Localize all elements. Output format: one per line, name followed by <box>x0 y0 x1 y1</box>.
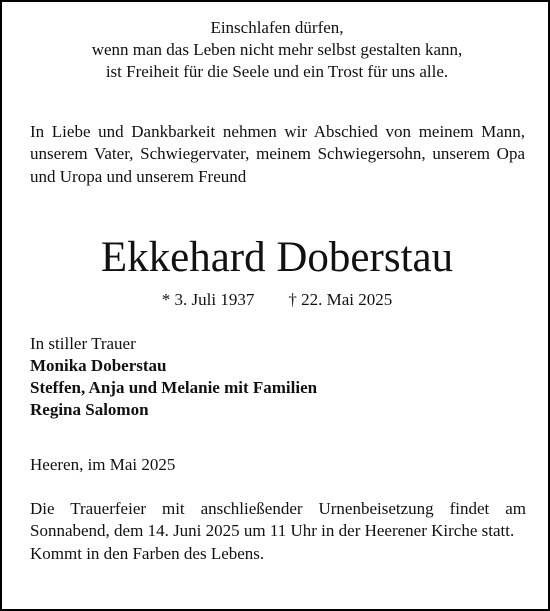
verse-line-1: Einschlafen dürfen, <box>210 18 344 37</box>
deceased-name: Ekkehard Doberstau <box>100 234 454 281</box>
ceremony-info <box>30 498 526 565</box>
mourners <box>30 333 525 421</box>
farewell-text: In Liebe und Dankbarkeit nehmen wir Abschied von meinem Mann, unserem Vater, Schwiegervater, meinem Schwiegersohn, unserem Opa und Uropa und unserem Freund <box>30 122 525 186</box>
birth-date: * 3. Juli 1937 <box>161 290 255 309</box>
place-date: Heeren, im Mai 2025 <box>30 455 176 474</box>
ceremony-text: Die Trauerfeier mit anschließender Urnenbeisetzung findet am Sonnabend, dem 14. Juni 2025 um 11 Uhr in der Heerener Kirche statt. <box>30 499 526 541</box>
life-dates <box>2 289 550 311</box>
mourners-intro: In stiller Trauer <box>30 334 136 353</box>
verse-line-3: ist Freiheit für die Seele und ein Trost für uns alle. <box>105 62 449 81</box>
mourner-name: Regina Salomon <box>30 400 149 419</box>
ceremony-closing: Kommt in den Farben des Lebens. <box>30 543 265 563</box>
verse-line-2: wenn man das Leben nicht mehr selbst gestalten kann, <box>91 40 463 59</box>
mourner-name: Monika Doberstau <box>30 356 167 375</box>
mourner-name: Steffen, Anja und Melanie mit Familien <box>30 378 318 397</box>
death-date: † 22. Mai 2025 <box>288 290 393 309</box>
verse <box>22 17 532 83</box>
